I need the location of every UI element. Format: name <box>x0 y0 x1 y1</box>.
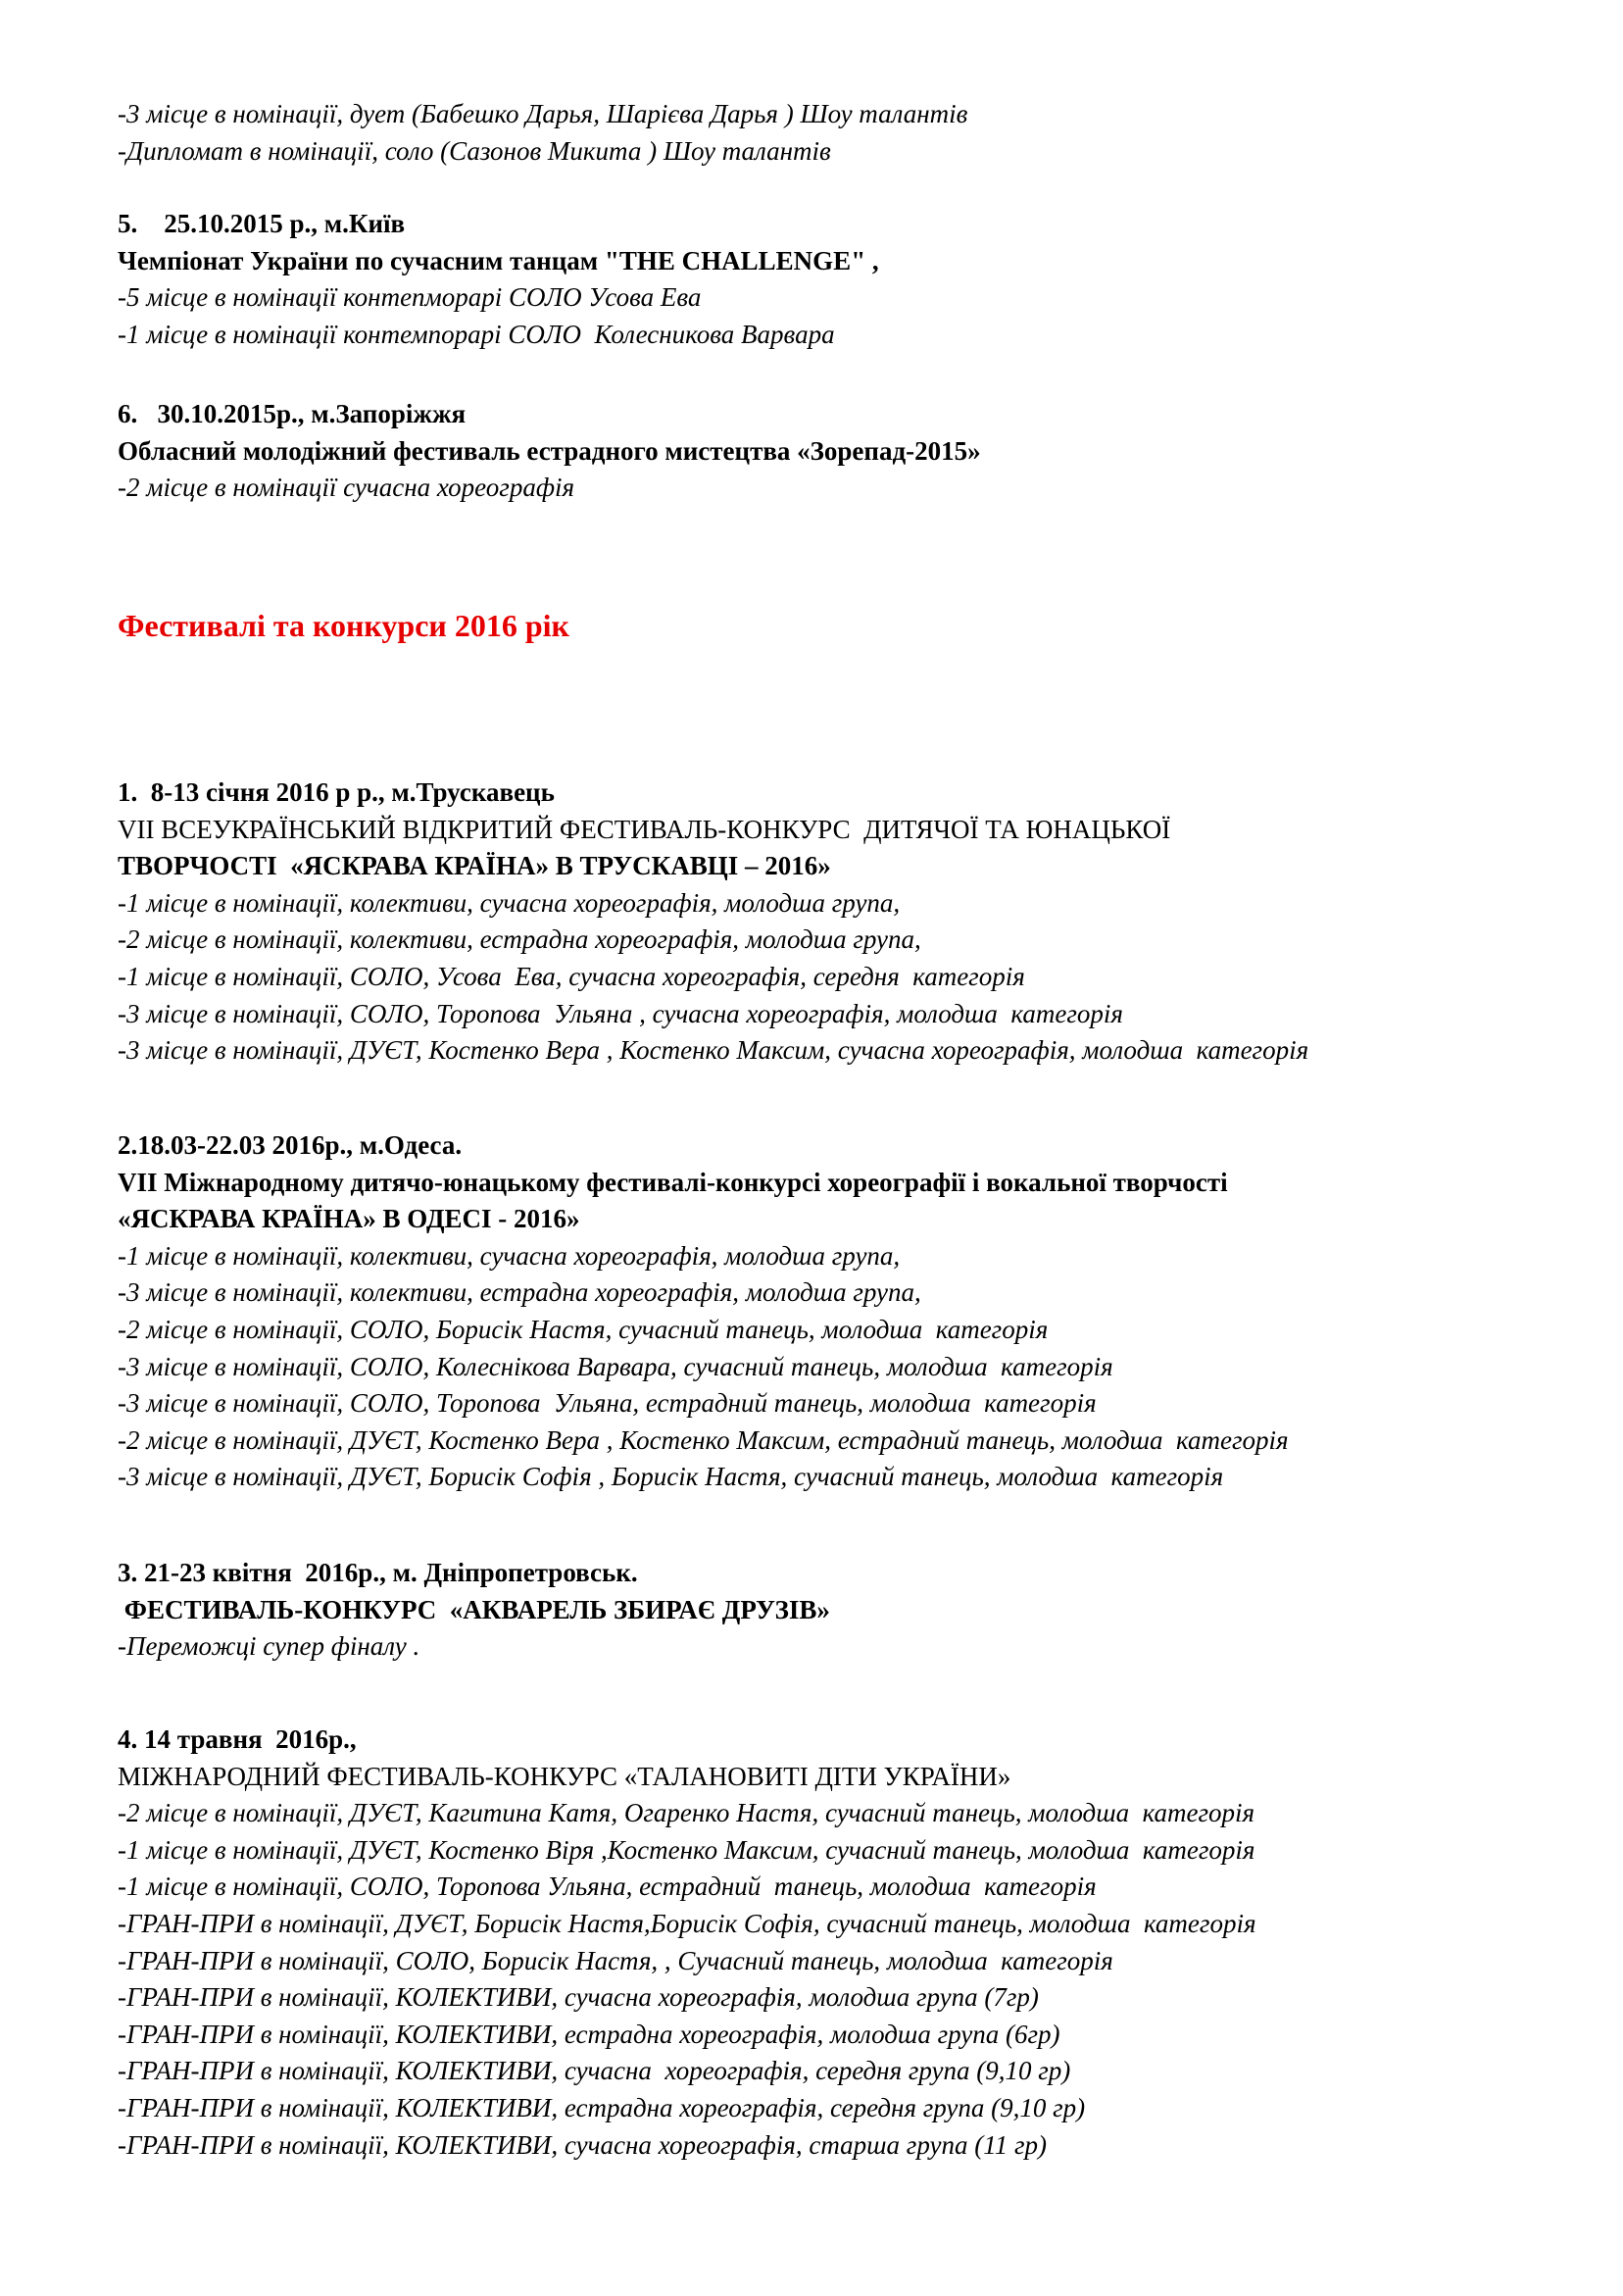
result-line: -2 місце в номінації, ДУЄТ, Костенко Вера , Костенко Максим, естрадний танець, молодша категорія <box>118 1424 1289 1455</box>
event-2016-3 <box>118 1555 1529 1666</box>
result-line: -Дипломат в номінації, соло (Сазонов Микита ) Шоу талантів <box>118 135 831 166</box>
event-heading: 5. 25.10.2015 р., м.Київ <box>118 209 406 238</box>
event-heading: 2.18.03-22.03 2016р., м.Одеса. <box>118 1130 463 1160</box>
event-2016-2 <box>118 1127 1529 1496</box>
event-2016-1 <box>118 774 1529 1070</box>
event-2016-4 <box>118 1722 1529 2164</box>
result-line: -3 місце в номінації, ДУЄТ, Борисік Софія , Борисік Настя, сучасний танець, молодша категорія <box>118 1462 1224 1492</box>
result-line: -3 місце в номінації, СОЛО, Колеснікова Варвара, сучасний танець, молодша категорія <box>118 1351 1113 1381</box>
event-heading: 1. 8-13 січня 2016 р р., м.Трускавець <box>118 777 555 807</box>
result-line: -2 місце в номінації, колективи, естрадна хореографія, молодша група, <box>118 924 921 955</box>
event-title: VII ВСЕУКРАЇНСЬКИЙ ВІДКРИТИЙ ФЕСТИВАЛЬ-КОНКУРС ДИТЯЧОЇ ТА ЮНАЦЬКОЇ <box>118 814 1171 844</box>
result-line: -3 місце в номінації, СОЛО, Торопова Ульяна , сучасна хореографія, молодша категорія <box>118 998 1123 1028</box>
result-line: -1 місце в номінації, СОЛО, Торопова Ульяна, естрадний танець, молодша категорія <box>118 1872 1097 1902</box>
result-line: -3 місце в номінації, СОЛО, Торопова Ульяна, естрадний танець, молодша категорія <box>118 1388 1097 1419</box>
result-line: -1 місце в номінації, колективи, сучасна хореографія, молодша група, <box>118 1240 901 1271</box>
event-title: ТВОРЧОСТІ «ЯСКРАВА КРАЇНА» В ТРУСКАВЦІ – 2016» <box>118 851 831 881</box>
result-line: -ГРАН-ПРИ в номінації, СОЛО, Борисік Настя, , Сучасний танець, молодша категорія <box>118 1945 1113 1975</box>
result-line: -2 місце в номінації, СОЛО, Борисік Настя, сучасний танець, молодша категорія <box>118 1314 1049 1344</box>
result-line: -1 місце в номінації контемпорарі СОЛО Колесникова Варвара <box>118 319 835 349</box>
result-line: -3 місце в номінації, дует (Бабешко Дарья, Шарієва Дарья ) Шоу талантів <box>118 99 968 128</box>
event-title: Чемпіонат України по сучасним танцам "THE CHALLENGE" , <box>118 245 879 275</box>
event-title: ФЕСТИВАЛЬ-КОНКУРС «АКВАРЕЛЬ ЗБИРАЄ ДРУЗІВ» <box>118 1594 830 1624</box>
result-line: -Переможці супер фіналу . <box>118 1631 420 1662</box>
result-line: -ГРАН-ПРИ в номінації, КОЛЕКТИВИ, естрадна хореографія, молодша група (6гр) <box>118 2019 1060 2049</box>
result-line: -ГРАН-ПРИ в номінації, КОЛЕКТИВИ, естрадна хореографія, середня група (9,10 гр) <box>118 2092 1086 2122</box>
result-line: -ГРАН-ПРИ в номінації, КОЛЕКТИВИ, сучасна хореографія, молодша група (7гр) <box>118 1982 1039 2013</box>
event-2015-6 <box>118 396 1529 507</box>
event-heading: 3. 21-23 квітня 2016р., м. Дніпропетровськ. <box>118 1558 638 1587</box>
section-title-2016 <box>118 608 1529 644</box>
result-line: -ГРАН-ПРИ в номінації, КОЛЕКТИВИ, сучасна хореографія, старша група (11 гр) <box>118 2129 1047 2160</box>
result-line: -1 місце в номінації, СОЛО, Усова Ева, сучасна хореографія, середня категорія <box>118 961 1025 991</box>
result-line: -5 місце в номінації контепморарі СОЛО Усова Ева <box>118 282 702 313</box>
event-title: «ЯСКРАВА КРАЇНА» В ОДЕСІ - 2016» <box>118 1204 580 1234</box>
event-heading: 4. 14 травня 2016р., <box>118 1724 357 1754</box>
result-line: -2 місце в номінації сучасна хореографія <box>118 473 575 503</box>
result-line: -3 місце в номінації, колективи, естрадна хореографія, молодша група, <box>118 1277 921 1308</box>
result-line: -ГРАН-ПРИ в номінації, КОЛЕКТИВИ, сучасна хореографія, середня група (9,10 гр) <box>118 2056 1071 2086</box>
section-title: Фестивалі та конкурси 2016 рік <box>118 608 569 643</box>
result-line: -1 місце в номінації, колективи, сучасна хореографія, молодша група, <box>118 887 901 918</box>
event-heading: 6. 30.10.2015р., м.Запоріжжя <box>118 399 467 428</box>
result-line: -2 місце в номінації, ДУЄТ, Кагитина Катя, Огаренко Настя, сучасний танець, молодша категорія <box>118 1798 1255 1828</box>
intro-results <box>118 96 1529 170</box>
result-line: -3 місце в номінації, ДУЄТ, Костенко Вера , Костенко Максим, сучасна хореографія, молодша категорія <box>118 1035 1309 1066</box>
event-title: VII Міжнародному дитячо-юнацькому фестивалі-конкурсі хореографії і вокальної творчості <box>118 1167 1228 1197</box>
result-line: -1 місце в номінації, ДУЄТ, Костенко Віря ,Костенко Максим, сучасний танець, молодша категорія <box>118 1834 1255 1865</box>
event-title: Обласний молодіжний фестиваль естрадного мистецтва «Зорепад-2015» <box>118 435 981 466</box>
result-line: -ГРАН-ПРИ в номінації, ДУЄТ, Борисік Настя,Борисік Софія, сучасний танець, молодша категорія <box>118 1908 1256 1938</box>
event-title: МІЖНАРОДНИЙ ФЕСТИВАЛЬ-КОНКУРС «ТАЛАНОВИТІ ДІТИ УКРАЇНИ» <box>118 1761 1011 1791</box>
event-2015-5 <box>118 206 1529 353</box>
